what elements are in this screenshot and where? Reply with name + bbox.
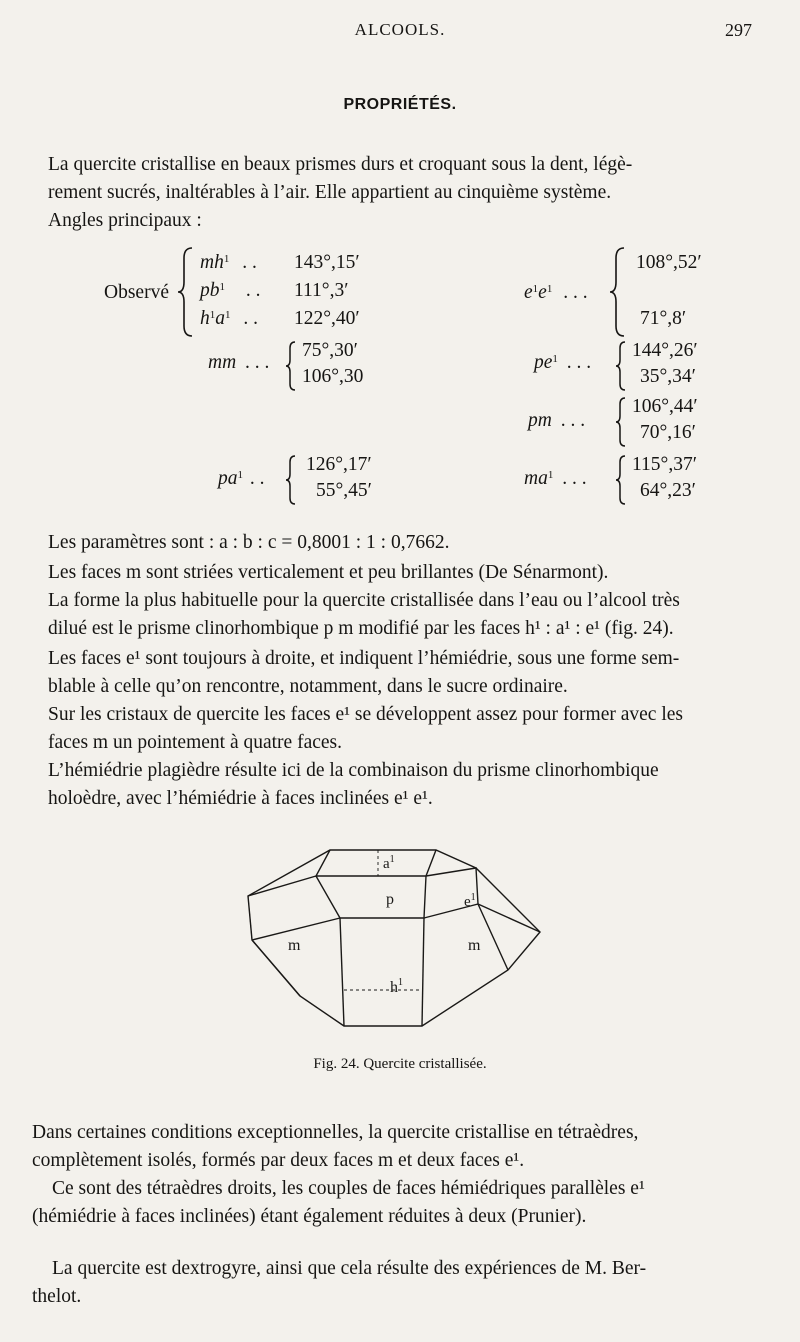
angle-pb-sup: 1: [219, 281, 225, 293]
angle-ma-label: ma: [524, 468, 548, 489]
running-title: ALCOOLS.: [354, 20, 446, 39]
section-heading: PROPRIÉTÉS.: [343, 96, 457, 113]
params-line: Les paramètres sont : a : b : c = 0,8001 : 1 : 0,7662.: [48, 532, 450, 553]
observe-brace: [176, 246, 196, 338]
tetra-line-2: (hémiédrie à faces inclinées) étant également réduites à deux (Prunier).: [32, 1206, 587, 1227]
cond-line-2: complètement isolés, formés par deux faces m et deux faces e¹.: [32, 1150, 525, 1171]
pe-brace: [614, 340, 628, 392]
angle-pm-row: [528, 410, 585, 432]
cristaux-line-2: faces m un pointement à quatre faces.: [48, 732, 342, 753]
angle-pe-row: [534, 352, 591, 374]
angle-mm-label: mm: [208, 352, 237, 373]
mm-brace: [284, 340, 298, 392]
ee-brace: [608, 246, 628, 338]
angle-pm-value-bottom: 70°,16′: [640, 422, 696, 443]
observe-label: Observé: [104, 282, 169, 303]
angle-pe-dots: . . .: [566, 352, 592, 373]
angle-pa-dots: . .: [249, 468, 265, 489]
angle-pm-value-top: 106°,44′: [632, 396, 698, 417]
faces-m-line: Les faces m sont striées verticalement et peu brillantes (De Sénarmont).: [48, 562, 609, 583]
angle-ma-value-bottom: 64°,23′: [640, 480, 696, 501]
label-a1: $a^1$: [383, 854, 395, 872]
angle-mm-row: [208, 352, 269, 374]
angle-mh-sup: 1: [223, 253, 230, 265]
angle-mm-dots: . . .: [245, 352, 270, 373]
faces-e-line-2: blable à celle qu’on rencontre, notamment, dans le sucre ordinaire.: [48, 676, 568, 697]
faces-e-line-1: Les faces e¹ sont toujours à droite, et indiquent l’hémiédrie, sous une forme sem-: [48, 648, 680, 669]
angle-ha-value: 122°,40′: [294, 308, 360, 329]
angle-pe-value-top: 144°,26′: [632, 340, 698, 361]
hemi-line-1: L’hémiédrie plagièdre résulte ici de la combinaison du prisme clinorhombique: [48, 760, 659, 781]
angle-ma-row: [524, 468, 587, 490]
angle-pb-label: pb: [200, 280, 220, 301]
angle-pm-dots: . . .: [560, 410, 586, 431]
angle-pb-dots: . .: [245, 280, 261, 301]
angle-mm-value-bottom: 106°,30: [302, 366, 364, 387]
angle-pe-sup: 1: [552, 353, 558, 365]
angle-ma-dots: . . .: [562, 468, 587, 489]
dextro-line-2: thelot.: [32, 1286, 82, 1307]
angle-ee-dots: . . .: [563, 282, 588, 303]
label-m-left: m: [288, 937, 301, 954]
cristaux-line-1: Sur les cristaux de quercite les faces e¹ se développent assez pour former avec les: [48, 704, 683, 725]
label-p: p: [386, 891, 394, 908]
angle-ha-label: h: [200, 308, 210, 329]
angle-pa-value-bottom: 55°,45′: [316, 480, 372, 501]
angle-ee-sup: 1: [532, 283, 539, 295]
angle-ee-value-bottom: 71°,8′: [640, 308, 687, 329]
angle-ee-label: e: [524, 282, 533, 303]
angle-pa-value-top: 126°,17′: [306, 454, 372, 475]
face-a1-edges: [316, 850, 436, 876]
angle-pa-label: pa: [218, 468, 238, 489]
forme-line-2: dilué est le prisme clinorhombique p m modifié par les faces h¹ : a¹ : e¹ (fig. 24).: [48, 618, 674, 639]
forme-line-1: La forme la plus habituelle pour la quercite cristallisée dans l’eau ou l’alcool très: [48, 590, 680, 611]
label-e1: $e^1$: [464, 892, 476, 910]
label-m-right: m: [468, 937, 481, 954]
ma-brace: [614, 454, 628, 506]
angle-mh-value: 143°,15′: [294, 252, 360, 273]
hemi-line-2: holoèdre, avec l’hémiédrie à faces inclinées e¹ e¹.: [48, 788, 433, 809]
angle-ma-sup: 1: [547, 469, 554, 481]
intro-line-2: rement sucrés, inaltérables à l’air. Elle appartient au cinquième système.: [48, 182, 612, 203]
angle-pe-label: pe: [534, 352, 553, 373]
dextro-line-1: La quercite est dextrogyre, ainsi que cela résulte des expériences de M. Ber-: [52, 1258, 647, 1279]
pm-brace: [614, 396, 628, 448]
angle-mh-row: [200, 252, 257, 274]
angle-mh-label: mh: [200, 252, 224, 273]
intro-line-3: Angles principaux :: [48, 210, 202, 231]
intro-line-1: La quercite cristallise en beaux prismes durs et croquant sous la dent, légè-: [48, 154, 633, 175]
angle-pm-label: pm: [528, 410, 552, 431]
face-p-edges: [316, 876, 426, 918]
angle-ma-value-top: 115°,37′: [632, 454, 697, 475]
angle-ee-row: [524, 282, 588, 304]
angle-ee-value-top: 108°,52′: [636, 252, 702, 273]
angle-ee-sup-2: 1: [546, 283, 553, 295]
angle-mm-value-top: 75°,30′: [302, 340, 358, 361]
tetra-line-1: Ce sont des tétraèdres droits, les couples de faces hémiédriques parallèles e¹: [52, 1178, 645, 1199]
angle-ha-dots: . .: [243, 308, 258, 329]
angle-pa-sup: 1: [237, 469, 243, 481]
figure-caption: Fig. 24. Quercite cristallisée.: [313, 1056, 487, 1072]
page-number: 297: [725, 20, 752, 40]
angle-ee-label-2: e: [538, 282, 547, 303]
angle-ha-label-2: a: [215, 308, 225, 329]
angle-pb-row: [200, 280, 261, 302]
angle-pa-row: [218, 468, 265, 490]
angle-pb-value: 111°,3′: [294, 280, 349, 301]
cond-line-1: Dans certaines conditions exceptionnelles, la quercite cristallise en tétraèdres,: [32, 1122, 639, 1143]
crystal-figure: [240, 840, 570, 1040]
angle-ha-sup-2: 1: [225, 309, 231, 321]
pa-brace: [284, 454, 298, 506]
angle-pe-value-bottom: 35°,34′: [640, 366, 696, 387]
angle-ha-sup: 1: [209, 309, 216, 321]
angle-ha-row: [200, 308, 258, 330]
angle-mh-dots: . .: [242, 252, 257, 273]
label-h1: $h^1$: [390, 977, 403, 996]
